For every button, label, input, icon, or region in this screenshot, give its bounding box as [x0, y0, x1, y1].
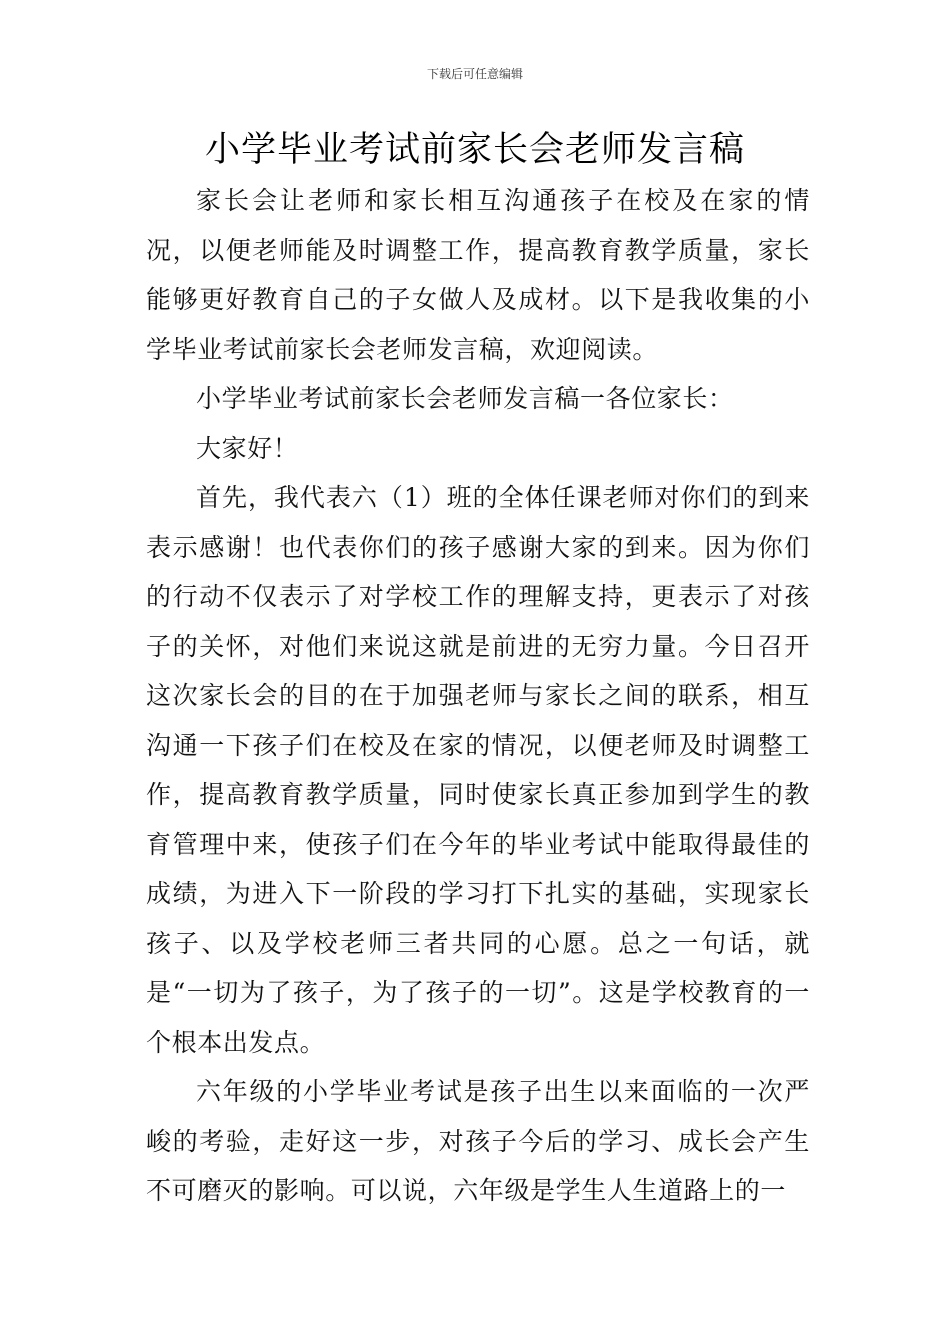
paragraph-greeting: 大家好！ [196, 433, 299, 463]
paragraph-exam-importance: 六年级的小学毕业考试是孩子出生以来面临的一次严峻的考验，走好这一步，对孩子今后的学习、成长会产生不可磨灭的影响。可以说，六年级是学生人生道路上的一 [146, 1077, 810, 1205]
paragraph-speech-heading: 小学毕业考试前家长会老师发言稿一各位家长： [196, 384, 734, 413]
paragraph-thanks: 首先，我代表六（1）班的全体任课老师对你们的到来表示感谢！也代表你们的孩子感谢大家的到来。因为你们的行动不仅表示了对学校工作的理解支持，更表示了对孩子的关怀，对他们来说这就是前进的无穷力量。今日召开这次家长会的目的在于加强老师与家长之间的联系，相互沟通一下孩子们在校及在家的情况，以便老师及时调整工作，提高教育教学质量，同时使家长真正参加到学生的教育管理中来，使孩子们在今年的毕业考试中能取得最佳的成绩，为进入下一阶段的学习打下扎实的基础，实现家长孩子、以及学校老师三者共同的心愿。总之一句话，就是“一切为了孩子，为了孩子的一切”。这是学校教育的一个根本出发点。 [146, 483, 810, 1057]
paragraph-intro: 家长会让老师和家长相互沟通孩子在校及在家的情况，以便老师能及时调整工作，提高教育教学质量，家长能够更好教育自己的子女做人及成材。以下是我收集的小学毕业考试前家长会老师发言稿，欢迎阅读。 [146, 186, 810, 364]
header-note: 下载后可任意编辑 [426, 67, 523, 81]
document-title: 小学毕业考试前家长会老师发言稿 [204, 130, 745, 170]
document-body [146, 176, 810, 1216]
